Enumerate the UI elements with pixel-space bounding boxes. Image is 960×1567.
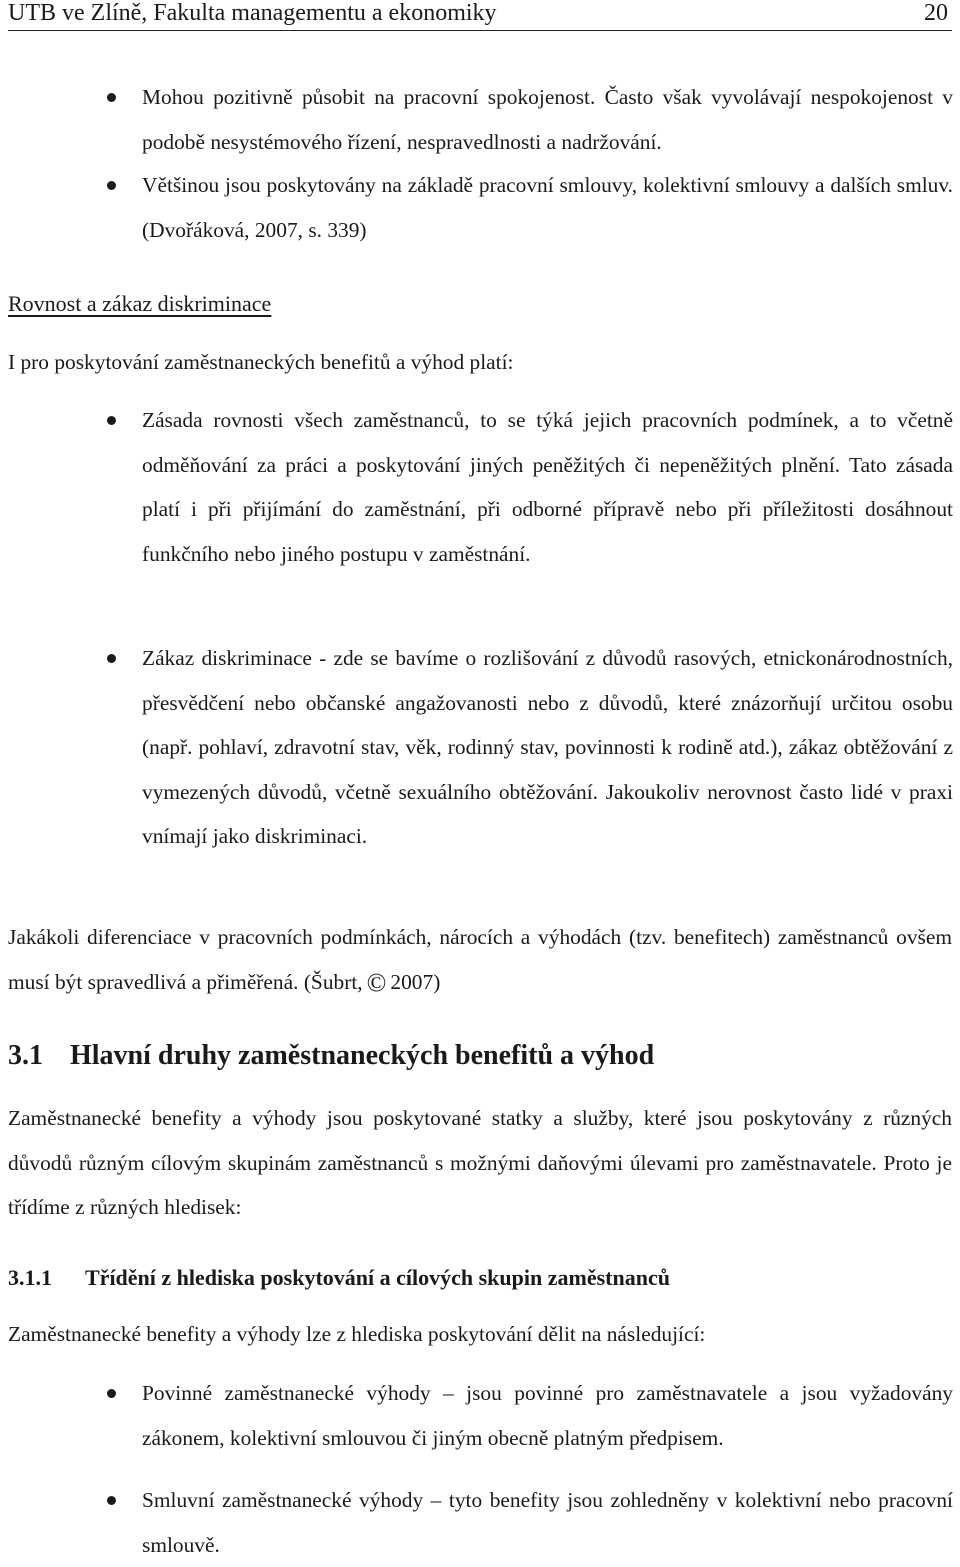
equality-closing	[8, 915, 952, 1004]
bullet-icon	[107, 181, 116, 190]
closing-year: 2007)	[390, 969, 441, 994]
bullet-icon	[107, 416, 116, 425]
page-header	[8, 0, 952, 31]
list-item: Mohou pozitivně působit na pracovní spokojenost. Často však vyvolávají nespokojenost v podobě nesystémového řízení, nespravedlnosti a nadržování.	[142, 85, 953, 154]
subsection-heading	[8, 1265, 670, 1291]
subsection-number: 3.1.1	[8, 1265, 52, 1290]
chapter-paragraph: Zaměstnanecké benefity a výhody jsou poskytované statky a služby, které jsou poskytovány z různých důvodů různým cílovým skupinám zaměstnanců s možnými daňovými úlevami pro zaměstnavatele. Proto je třídíme z různých hledisek:	[8, 1106, 952, 1219]
chapter-heading	[8, 1040, 654, 1072]
closing-text: Jakákoli diferenciace v pracovních podmínkách, nárocích a výhodách (tzv. benefitech) zaměstnanců ovšem musí být spravedlivá a přiměřená. (Šubrt,	[8, 925, 952, 994]
list-item: Smluvní zaměstnanecké výhody – tyto benefity jsou zohledněny v kolektivní nebo pracovní smlouvě.	[142, 1488, 953, 1557]
list-item: Většinou jsou poskytovány na základě pracovní smlouvy, kolektivní smlouvy a dalších smluv. (Dvořáková, 2007, s. 339)	[142, 173, 953, 242]
subsection-title: Třídění z hlediska poskytování a cílových skupin zaměstnanců	[85, 1265, 670, 1290]
bullet-icon	[107, 93, 116, 102]
list-item: Zásada rovnosti všech zaměstnanců, to se týká jejich pracovních podmínek, a to včetně odměňování za práci a poskytování jiných peněžitých či nepeněžitých plnění. Tato zásada platí i při přijímání do zaměstnání, při odborné přípravě nebo při příležitosti dosáhnout funkčního nebo jiného postupu v zaměstnání.	[142, 408, 953, 566]
chapter-title: Hlavní druhy zaměstnaneckých benefitů a výhod	[70, 1040, 655, 1071]
bullet-icon	[107, 1389, 116, 1398]
header-title: UTB ve Zlíně, Fakulta managementu a ekonomiky	[8, 0, 497, 26]
section-heading-equality: Rovnost a zákaz diskriminace	[8, 291, 272, 316]
chapter-number: 3.1	[8, 1040, 43, 1071]
bullet-icon	[107, 1496, 116, 1505]
page-number: 20	[924, 0, 948, 26]
equality-intro: I pro poskytování zaměstnaneckých benefitů a výhod platí:	[8, 350, 514, 374]
bullet-icon	[107, 654, 116, 663]
copyright-symbol: ©	[366, 967, 387, 997]
list-item: Zákaz diskriminace - zde se bavíme o rozlišování z důvodů rasových, etnickonárodnostních, přesvědčení nebo občanské angažovanosti nebo z důvodů, které znázorňují určitou osobu (např. pohlaví, zdravotní stav, věk, rodinný stav, povinnosti k rodině atd.), zákaz obtěžování z vymezených důvodů, včetně sexuálního obtěžování. Jakoukoliv nerovnost často lidé v praxi vnímají jako diskriminaci.	[142, 646, 953, 848]
subsection-intro: Zaměstnanecké benefity a výhody lze z hlediska poskytování dělit na následující:	[8, 1322, 706, 1346]
list-item: Povinné zaměstnanecké výhody – jsou povinné pro zaměstnavatele a jsou vyžadovány zákonem, kolektivní smlouvou či jiným obecně platným předpisem.	[142, 1381, 953, 1450]
